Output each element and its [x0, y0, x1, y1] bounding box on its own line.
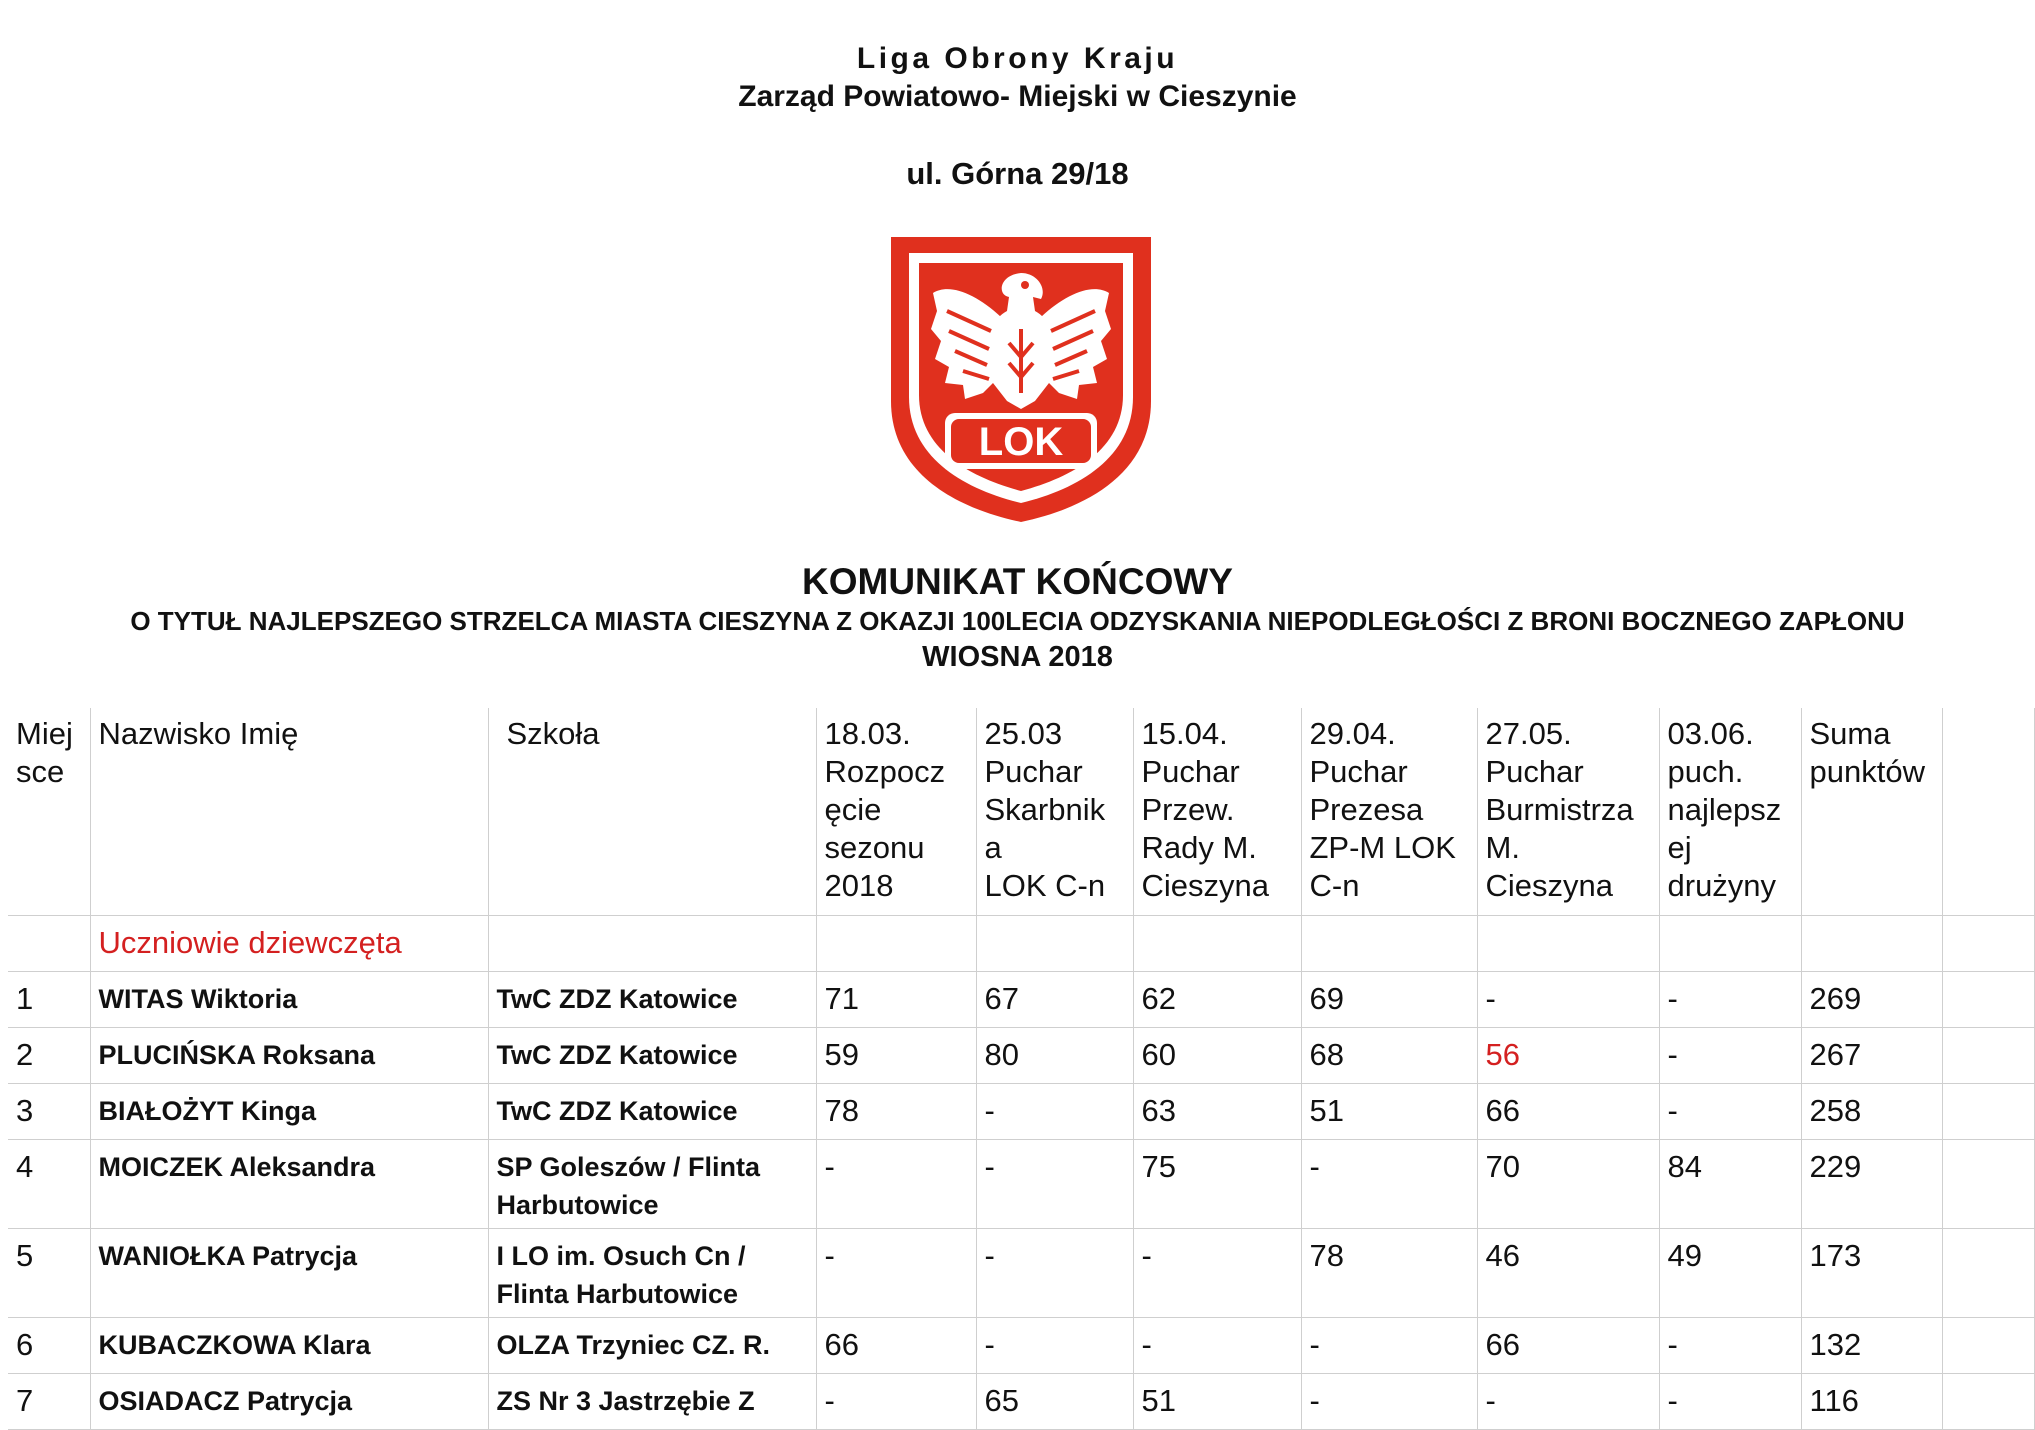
communique-subtitle: O TYTUŁ NAJLEPSZEGO STRZELCA MIASTA CIESZYNA Z OKAZJI 100LECIA ODZYSKANIA NIEPODLEGŁOŚCI Z BRONI BOCZNEGO ZAPŁONU	[130, 606, 1905, 636]
row-school: TwC ZDZ Katowice	[488, 1084, 816, 1140]
row-total: 258	[1801, 1084, 1942, 1140]
row-score: 78	[816, 1084, 976, 1140]
row-score: 51	[1301, 1084, 1477, 1140]
row-school: TwC ZDZ Katowice	[488, 1028, 816, 1084]
table-row	[8, 1374, 2034, 1430]
row-school: I LO im. Osuch Cn / Flinta Harbutowice	[488, 1229, 816, 1318]
header-place: Miej sce	[8, 708, 90, 916]
header-round-3: 15.04. Puchar Przew. Rady M. Cieszyna	[1133, 708, 1301, 916]
table-row	[8, 1229, 2034, 1318]
department-name: Zarząd Powiatowo- Miejski w Cieszynie	[738, 80, 1297, 113]
row-score: -	[816, 1229, 976, 1318]
row-place: 4	[8, 1140, 90, 1229]
logo-lok-text: LOK	[978, 420, 1064, 464]
row-score: -	[816, 1374, 976, 1430]
row-score: 65	[976, 1374, 1133, 1430]
header-round-4: 29.04. Puchar Prezesa ZP-M LOK C-n	[1301, 708, 1477, 916]
row-score: 80	[976, 1028, 1133, 1084]
lok-shield-icon	[887, 233, 1155, 526]
table-row	[8, 1084, 2034, 1140]
row-score: -	[1659, 1318, 1801, 1374]
row-score: -	[816, 1140, 976, 1229]
row-score: -	[1477, 1374, 1659, 1430]
row-place: 3	[8, 1084, 90, 1140]
header-round-5: 27.05. Puchar Burmistrza M. Cieszyna	[1477, 708, 1659, 916]
row-name: PLUCIŃSKA Roksana	[90, 1028, 488, 1084]
row-score: 84	[1659, 1140, 1801, 1229]
row-score: 66	[816, 1318, 976, 1374]
row-score: -	[1301, 1140, 1477, 1229]
header-round-1: 18.03. Rozpocz ęcie sezonu 2018	[816, 708, 976, 916]
row-score: 51	[1133, 1374, 1301, 1430]
row-score: 62	[1133, 972, 1301, 1028]
row-name: MOICZEK Aleksandra	[90, 1140, 488, 1229]
row-place: 7	[8, 1374, 90, 1430]
row-score: -	[1301, 1318, 1477, 1374]
header-total: Suma punktów	[1801, 708, 1942, 916]
table-row	[8, 972, 2034, 1028]
row-total: 173	[1801, 1229, 1942, 1318]
row-score: -	[976, 1229, 1133, 1318]
row-name: WANIOŁKA Patrycja	[90, 1229, 488, 1318]
row-name: WITAS Wiktoria	[90, 972, 488, 1028]
row-score: -	[976, 1084, 1133, 1140]
row-score: -	[976, 1318, 1133, 1374]
row-score: -	[976, 1140, 1133, 1229]
row-school: OLZA Trzyniec CZ. R.	[488, 1318, 816, 1374]
row-place: 1	[8, 972, 90, 1028]
row-total: 116	[1801, 1374, 1942, 1430]
row-score: -	[1301, 1374, 1477, 1430]
row-total: 267	[1801, 1028, 1942, 1084]
table-row	[8, 1140, 2034, 1229]
row-place: 6	[8, 1318, 90, 1374]
row-place: 5	[8, 1229, 90, 1318]
organization-name: Liga Obrony Kraju	[856, 42, 1179, 75]
row-school: TwC ZDZ Katowice	[488, 972, 816, 1028]
table-row	[8, 1028, 2034, 1084]
row-score: -	[1659, 1028, 1801, 1084]
row-name: BIAŁOŻYT Kinga	[90, 1084, 488, 1140]
row-place: 2	[8, 1028, 90, 1084]
lok-eagle-logo	[887, 233, 1155, 526]
row-score: -	[1133, 1318, 1301, 1374]
row-total: 229	[1801, 1140, 1942, 1229]
row-score: 66	[1477, 1318, 1659, 1374]
row-score: 69	[1301, 972, 1477, 1028]
table-row	[8, 1318, 2034, 1374]
row-score: 68	[1301, 1028, 1477, 1084]
row-score-highlighted: 56	[1477, 1028, 1659, 1084]
row-score: 66	[1477, 1084, 1659, 1140]
header-name: Nazwisko Imię	[90, 708, 488, 916]
row-score: 71	[816, 972, 976, 1028]
row-score: 46	[1477, 1229, 1659, 1318]
header-empty	[1942, 708, 2034, 916]
category-row	[8, 916, 2034, 972]
row-school: SP Goleszów / Flinta Harbutowice	[488, 1140, 816, 1229]
row-score: 67	[976, 972, 1133, 1028]
row-score: -	[1659, 972, 1801, 1028]
row-score: 60	[1133, 1028, 1301, 1084]
row-name: KUBACZKOWA Klara	[90, 1318, 488, 1374]
row-total: 269	[1801, 972, 1942, 1028]
header-round-2: 25.03 Puchar Skarbnik a LOK C-n	[976, 708, 1133, 916]
row-total: 132	[1801, 1318, 1942, 1374]
row-score: 59	[816, 1028, 976, 1084]
row-score: 49	[1659, 1229, 1801, 1318]
row-score: 70	[1477, 1140, 1659, 1229]
category-label: Uczniowie dziewczęta	[90, 916, 488, 972]
row-score: -	[1133, 1229, 1301, 1318]
address: ul. Górna 29/18	[906, 156, 1129, 191]
row-score: -	[1477, 972, 1659, 1028]
row-score: -	[1659, 1084, 1801, 1140]
row-score: 75	[1133, 1140, 1301, 1229]
row-score: 78	[1301, 1229, 1477, 1318]
table-header-row	[8, 708, 2034, 916]
row-school: ZS Nr 3 Jastrzębie Z	[488, 1374, 816, 1430]
communique-title: KOMUNIKAT KOŃCOWY	[802, 561, 1233, 602]
row-score: -	[1659, 1374, 1801, 1430]
results-table	[8, 708, 2035, 1430]
row-score: 63	[1133, 1084, 1301, 1140]
header-round-6: 03.06. puch. najlepsz ej drużyny	[1659, 708, 1801, 916]
row-name: OSIADACZ Patrycja	[90, 1374, 488, 1430]
communique-season: WIOSNA 2018	[922, 641, 1113, 673]
header-school: Szkoła	[488, 708, 816, 916]
